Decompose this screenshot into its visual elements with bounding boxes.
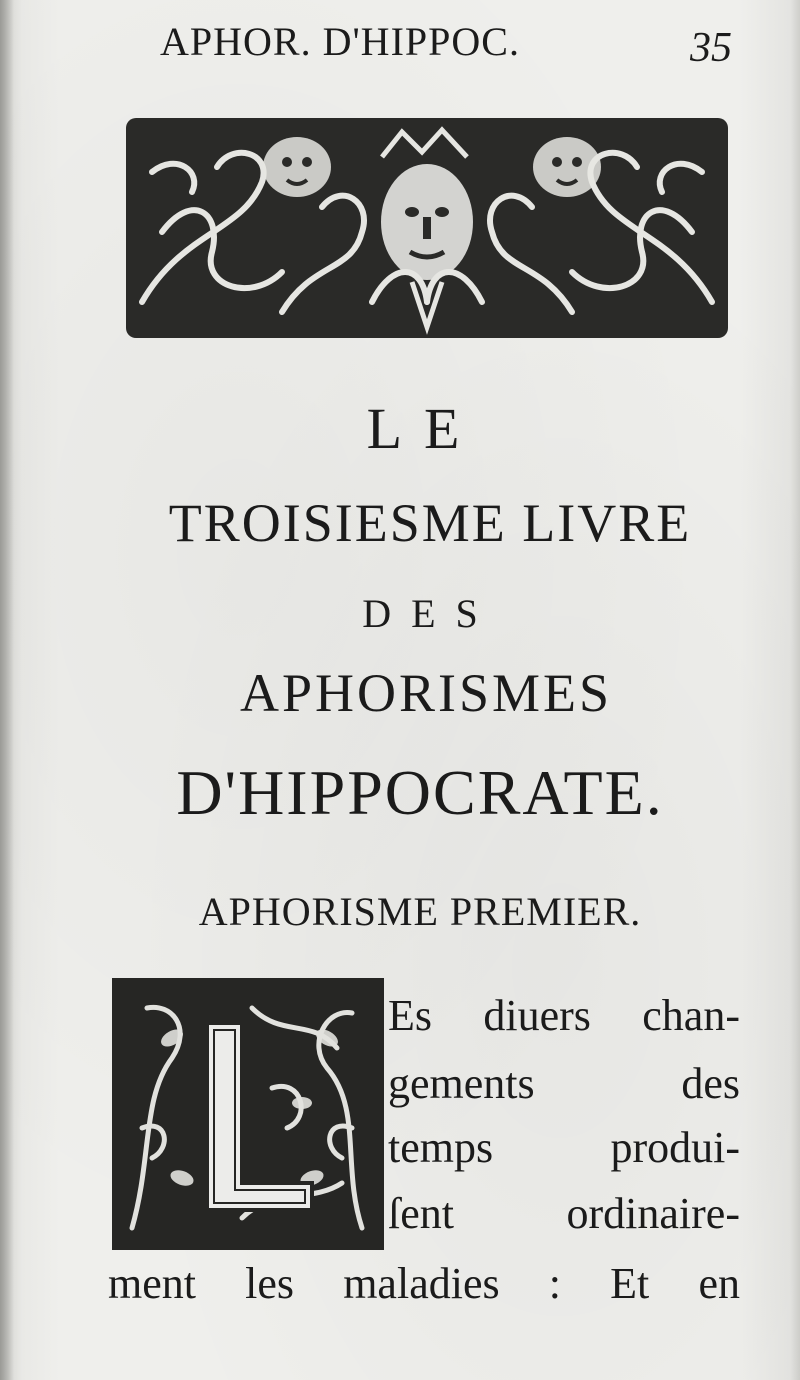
body-text-line: temps produi-: [388, 1123, 740, 1172]
body-text-line: Es diuers chan-: [388, 991, 740, 1040]
ornamental-foliage-mask-headpiece-icon: [122, 112, 732, 344]
title-line-troisiesme-livre: TROISIESME LIVRE: [168, 493, 692, 553]
running-head: APHOR. D'HIPPOC.: [160, 19, 520, 64]
body-text-line: gements des: [388, 1059, 740, 1108]
foliated-initial-L-icon: [112, 978, 384, 1250]
title-line-le: LE: [366, 396, 482, 461]
title-line-des: DES: [362, 591, 498, 636]
page-number: 35: [690, 25, 732, 71]
title-line-hippocrate: D'HIPPOCRATE.: [176, 757, 664, 828]
section-heading: APHORISME PREMIER.: [198, 889, 642, 934]
body-text-line: ment les maladies : Et en: [108, 1259, 740, 1308]
title-line-aphorismes: APHORISMES: [239, 663, 613, 723]
body-text-line: ſent ordinaire-: [388, 1189, 740, 1238]
